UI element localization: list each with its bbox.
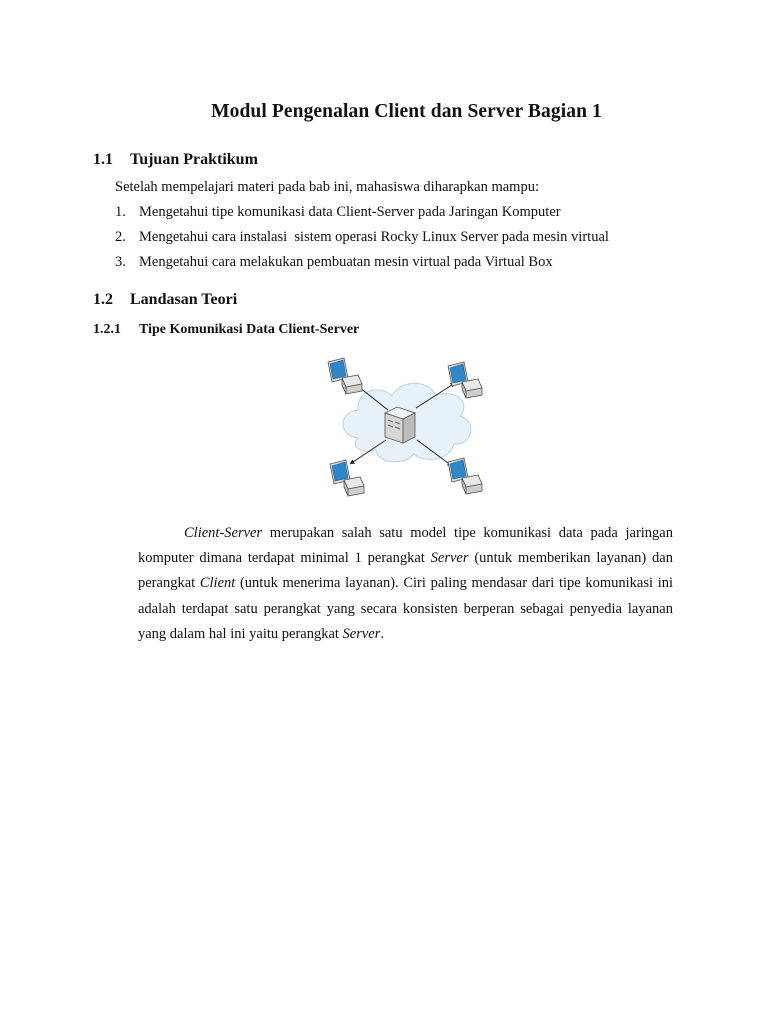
section-number: 1.2 [93, 291, 113, 308]
server-icon [385, 407, 415, 443]
list-number: 2. [115, 229, 126, 245]
body-paragraph [138, 521, 673, 647]
section-heading-tujuan [93, 151, 258, 169]
computer-icon [448, 362, 482, 398]
subsection-number: 1.2.1 [93, 322, 121, 337]
section-title: Tujuan Praktikum [130, 151, 258, 168]
subsection-heading [93, 322, 359, 338]
term-client: Client [199, 575, 236, 592]
list-text: Mengetahui tipe komunikasi data Client-Server pada Jaringan Komputer [139, 204, 561, 220]
term-server: Server [342, 625, 381, 642]
subsection-title: Tipe Komunikasi Data Client-Server [139, 322, 360, 337]
section-heading-landasan [93, 291, 237, 309]
paragraph-text: (untuk memberikan layanan) dan perangkat [138, 550, 673, 592]
computer-icon [330, 460, 364, 496]
computer-icon [328, 358, 362, 394]
paragraph-text: . [380, 625, 385, 642]
computer-icon [448, 458, 482, 494]
list-item [115, 229, 609, 246]
list-text: Mengetahui cara instalasi sistem operasi Rocky Linux Server pada mesin virtual [139, 229, 609, 245]
term-client-server: Client-Server [184, 525, 263, 541]
term-server: Server [430, 550, 469, 567]
section-title: Landasan Teori [130, 291, 238, 308]
section-intro: Setelah mempelajari materi pada bab ini, mahasiswa diharapkan mampu: [115, 179, 539, 195]
client-server-diagram [320, 350, 495, 500]
list-text: Mengetahui cara melakukan pembuatan mesin virtual pada Virtual Box [139, 254, 553, 270]
list-item [115, 204, 561, 221]
section-number: 1.1 [93, 151, 113, 168]
list-number: 3. [115, 254, 126, 270]
list-item [115, 254, 553, 271]
document-title: Modul Pengenalan Client dan Server Bagian 1 [211, 101, 602, 122]
list-number: 1. [115, 204, 126, 220]
paragraph-text: merupakan salah satu model tipe komunikasi data pada jaringan komputer dimana terdapat minimal 1 perangkat [138, 525, 673, 567]
paragraph-text: (untuk menerima layanan). Ciri paling mendasar dari tipe komunikasi ini adalah terdapat satu perangkat yang secara konsisten berperan sebagai penyedia layanan yang dalam hal ini yaitu perangkat [138, 575, 673, 642]
